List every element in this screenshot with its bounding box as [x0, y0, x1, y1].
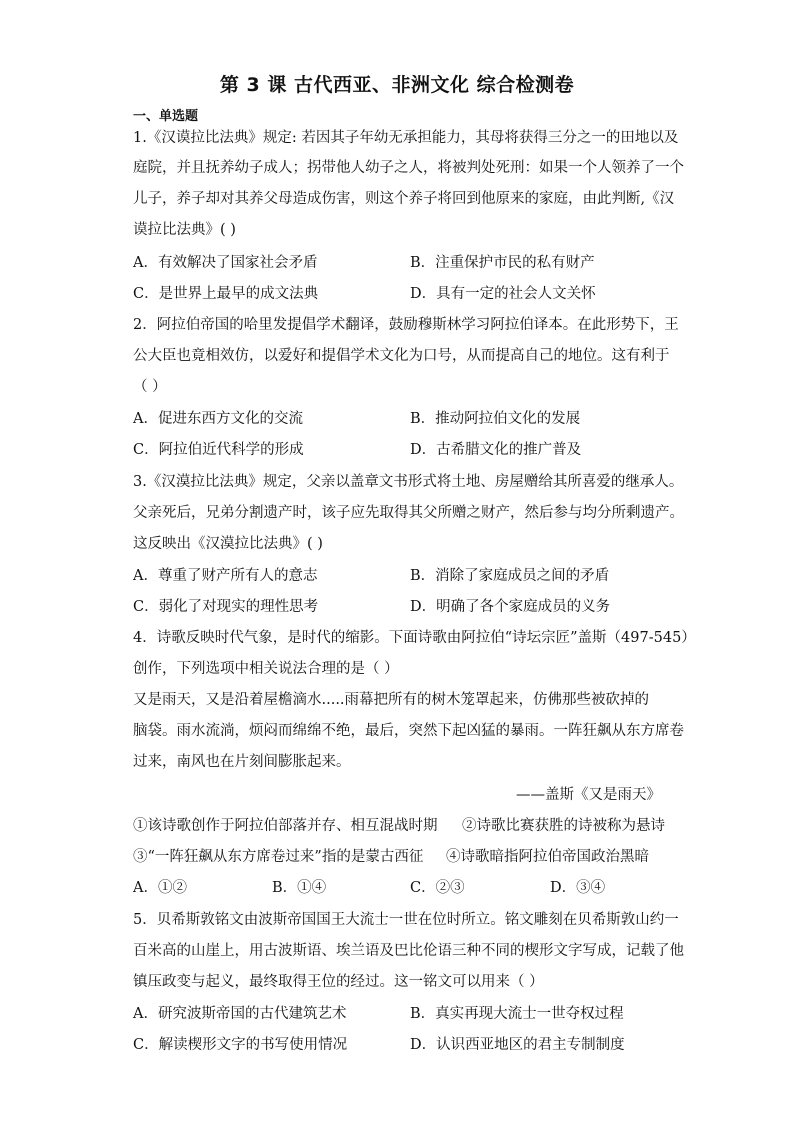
poem-line: 又是雨天，又是沿着屋檐滴水.....雨幕把所有的树木笼罩起来，仿佛那些被砍掉的 [133, 692, 650, 708]
q4-statement-4: ④诗歌暗指阿拉伯帝国政治黑暗 [446, 849, 649, 865]
q3-option-c[interactable]: C．弱化了对现实的理性思考 [133, 599, 319, 615]
q4-statement-2: ②诗歌比赛获胜的诗被称为悬诗 [462, 818, 665, 834]
q4-option-a[interactable]: A．①② [133, 880, 187, 896]
q3-option-a[interactable]: A．尊重了财产所有人的意志 [133, 568, 318, 584]
q3-option-b[interactable]: B．消除了家庭成员之间的矛盾 [410, 568, 610, 584]
q2-option-d[interactable]: D．古希腊文化的推广普及 [410, 442, 582, 458]
question-1-line: 儿子，养子却对其养父母造成伤害，则这个养子将回到他原来的家庭，由此判断,《汉 [133, 191, 675, 207]
q2-option-c[interactable]: C．阿拉伯近代科学的形成 [133, 442, 304, 458]
q1-option-b[interactable]: B．注重保护市民的私有财产 [410, 255, 595, 271]
question-2-line: （ ） [133, 379, 167, 395]
q1-option-d[interactable]: D．具有一定的社会人文关怀 [410, 286, 596, 302]
poem-line: 脑袋。雨水流淌，烦闷而绵绵不绝，最后，突然下起凶猛的暴雨。一阵狂飙从东方席卷 [133, 723, 684, 739]
page-title: 第 3 课 古代西亚、非洲文化 综合检测卷 [219, 74, 575, 96]
q4-option-b[interactable]: B．①④ [272, 880, 327, 896]
q1-option-a[interactable]: A．有效解决了国家社会矛盾 [133, 255, 318, 271]
question-2-line: 公大臣也竟相效仿，以爱好和提倡学术文化为口号，从而提高自己的地位。这有利于 [133, 348, 670, 364]
question-4-line: 4．诗歌反映时代气象，是时代的缩影。下面诗歌由阿拉伯“诗坛宗匠”盖斯（497-545） [133, 630, 696, 646]
q2-option-b[interactable]: B．推动阿拉伯文化的发展 [410, 411, 581, 427]
q5-option-b[interactable]: B．真实再现大流士一世夺权过程 [410, 1006, 624, 1022]
poem-line: 过来，南风也在片刻间膨胀起来。 [133, 754, 351, 770]
q1-option-c[interactable]: C．是世界上最早的成文法典 [133, 286, 319, 302]
question-5-line: 百米高的山崖上，用古波斯语、埃兰语及巴比伦语三种不同的楔形文字写成，记载了他 [133, 943, 684, 959]
poem-source: ——盖斯《又是雨天》 [516, 787, 661, 803]
question-3-line: 这反映出《汉漠拉比法典》( ) [133, 536, 323, 552]
question-2-line: 2．阿拉伯帝国的哈里发提倡学术翻译，鼓励穆斯林学习阿拉伯译本。在此形势下，王 [133, 317, 679, 333]
q5-option-a[interactable]: A．研究波斯帝国的古代建筑艺术 [133, 1006, 347, 1022]
question-1-line: 谟拉比法典》( ) [133, 222, 236, 238]
question-5-line: 镇压政变与起义，最终取得王位的经过。这一铭文可以用来（ ） [133, 974, 544, 990]
question-4-line: 创作，下列选项中相关说法合理的是（ ） [133, 661, 399, 677]
q4-statement-3: ③“一阵狂飙从东方席卷过来”指的是蒙古西征 [133, 849, 424, 865]
question-1-line: 1.《汉谟拉比法典》规定: 若因其子年幼无承担能力，其母将获得三分之一的田地以及 [133, 130, 679, 146]
q4-option-c[interactable]: C．②③ [410, 880, 465, 896]
section-heading: 一、单选题 [133, 109, 199, 124]
question-3-line: 3.《汉漠拉比法典》规定，父亲以盖章文书形式将土地、房屋赠给其所喜爱的继承人。 [133, 474, 684, 490]
question-3-line: 父亲死后，兄弟分割遗产时，该子应先取得其父所赠之财产，然后参与均分所剩遗产。 [133, 505, 684, 521]
q2-option-a[interactable]: A．促进东西方文化的交流 [133, 411, 303, 427]
question-1-line: 庭院，并且抚养幼子成人；拐带他人幼子之人，将被判处死刑：如果一个人领养了一个 [133, 160, 684, 176]
q4-option-d[interactable]: D．③④ [550, 880, 606, 896]
q5-option-c[interactable]: C．解读楔形文字的书写使用情况 [133, 1037, 348, 1053]
question-5-line: 5．贝希斯敦铭文由波斯帝国国王大流士一世在位时所立。铭文雕刻在贝希斯敦山约一 [133, 912, 679, 928]
q4-statement-1: ①该诗歌创作于阿拉伯部落并存、相互混战时期 [133, 818, 438, 834]
q5-option-d[interactable]: D．认识西亚地区的君主专制制度 [410, 1037, 625, 1053]
q3-option-d[interactable]: D．明确了各个家庭成员的义务 [410, 599, 611, 615]
